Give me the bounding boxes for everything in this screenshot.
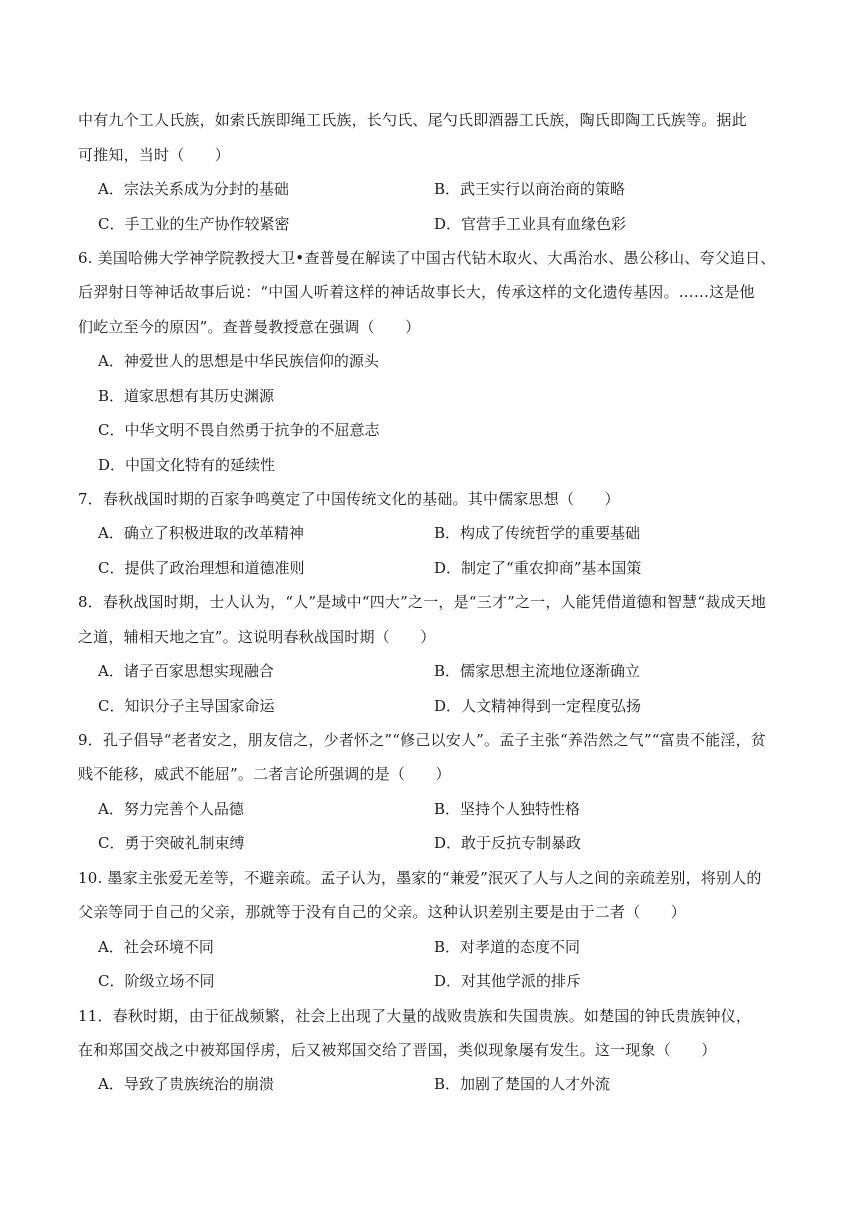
q8-option-d[interactable]: D．人文精神得到一定程度弘扬 xyxy=(434,697,642,715)
q7-option-d[interactable]: D．制定了“重农抑商”基本国策 xyxy=(434,559,642,577)
q11-line-2: 在和郑国交战之中被郑国俘虏，后又被郑国交给了晋国，类似现象屡有发生。这一现象（ ） xyxy=(78,1041,717,1059)
q9-line-2: 贱不能移，威武不能屈”。二者言论所强调的是（ ） xyxy=(78,765,451,783)
q10-option-d[interactable]: D．对其他学派的排斥 xyxy=(434,972,582,990)
q6-line-3: 们屹立至今的原因”。查普曼教授意在强调（ ） xyxy=(78,318,421,336)
q5-option-d[interactable]: D．官营手工业具有血缘色彩 xyxy=(434,215,627,233)
q6-line-1: 6. 美国哈佛大学神学院教授大卫•查普曼在解读了中国古代钻木取火、大禹治水、愚公移山、夸父追日、 xyxy=(78,249,776,267)
q7-option-c[interactable]: C．提供了政治理想和道德准则 xyxy=(98,559,305,577)
q9-option-d[interactable]: D．敢于反抗专制暴政 xyxy=(434,834,582,852)
q10-line-1: 10. 墨家主张爱无差等，不避亲疏。孟子认为，墨家的“兼爱”泯灭了人与人之间的亲疏差别，将别人的 xyxy=(78,869,762,887)
q6-line-2: 后羿射日等神话故事后说：“中国人听着这样的神话故事长大，传承这样的文化遗传基因。……这是他 xyxy=(78,283,755,301)
q8-line-2: 之道，辅相天地之宜”。这说明春秋战国时期（ ） xyxy=(78,628,436,646)
q9-option-c[interactable]: C．勇于突破礼制束缚 xyxy=(98,834,245,852)
q9-option-a[interactable]: A．努力完善个人品德 xyxy=(98,800,244,818)
q7-option-a[interactable]: A．确立了积极进取的改革精神 xyxy=(98,524,304,542)
q9-option-b[interactable]: B．坚持个人独特性格 xyxy=(434,800,581,818)
q5-option-a[interactable]: A．宗法关系成为分封的基础 xyxy=(98,180,289,198)
q6-option-c[interactable]: C．中华文明不畏自然勇于抗争的不屈意志 xyxy=(98,421,380,439)
q10-option-a[interactable]: A．社会环境不同 xyxy=(98,938,214,956)
q10-line-2: 父亲等同于自己的父亲，那就等于没有自己的父亲。这种认识差别主要是由于二者（ ） xyxy=(78,903,687,921)
q6-option-d[interactable]: D．中国文化特有的延续性 xyxy=(98,456,276,474)
q7-line-1: 7．春秋战国时期的百家争鸣奠定了中国传统文化的基础。其中儒家思想（ ） xyxy=(78,490,620,508)
q6-option-b[interactable]: B．道家思想有其历史渊源 xyxy=(98,387,275,405)
q11-line-1: 11．春秋时期，由于征战频繁，社会上出现了大量的战败贵族和失国贵族。如楚国的钟氏贵族钟仪， xyxy=(78,1007,752,1025)
q8-line-1: 8．春秋战国时期，士人认为，“人”是域中“四大”之一，是“三才”之一，人能凭借道德和智慧“裁成天地 xyxy=(78,593,767,611)
q7-option-b[interactable]: B．构成了传统哲学的重要基础 xyxy=(434,524,641,542)
q8-option-a[interactable]: A．诸子百家思想实现融合 xyxy=(98,662,274,680)
q10-option-b[interactable]: B．对孝道的态度不同 xyxy=(434,938,581,956)
q11-option-b[interactable]: B．加剧了楚国的人才外流 xyxy=(434,1075,611,1093)
q6-option-a[interactable]: A．神爱世人的思想是中华民族信仰的源头 xyxy=(98,352,379,370)
q11-option-a[interactable]: A．导致了贵族统治的崩溃 xyxy=(98,1075,274,1093)
q8-option-c[interactable]: C．知识分子主导国家命运 xyxy=(98,697,275,715)
q5-line-1: 中有九个工人氏族，如索氏族即绳工氏族，长勺氏、尾勺氏即酒器工氏族，陶氏即陶工氏族等。据此 xyxy=(78,111,747,129)
q5-option-b[interactable]: B．武王实行以商治商的策略 xyxy=(434,180,626,198)
q5-option-c[interactable]: C．手工业的生产协作较紧密 xyxy=(98,215,290,233)
q9-line-1: 9．孔子倡导“老者安之，朋友信之，少者怀之”“修己以安人”。孟子主张“养浩然之气”“富贵不能淫，贫 xyxy=(78,731,767,749)
q8-option-b[interactable]: B．儒家思想主流地位逐渐确立 xyxy=(434,662,641,680)
q10-option-c[interactable]: C．阶级立场不同 xyxy=(98,972,215,990)
q5-line-2: 可推知，当时（ ） xyxy=(78,146,231,164)
